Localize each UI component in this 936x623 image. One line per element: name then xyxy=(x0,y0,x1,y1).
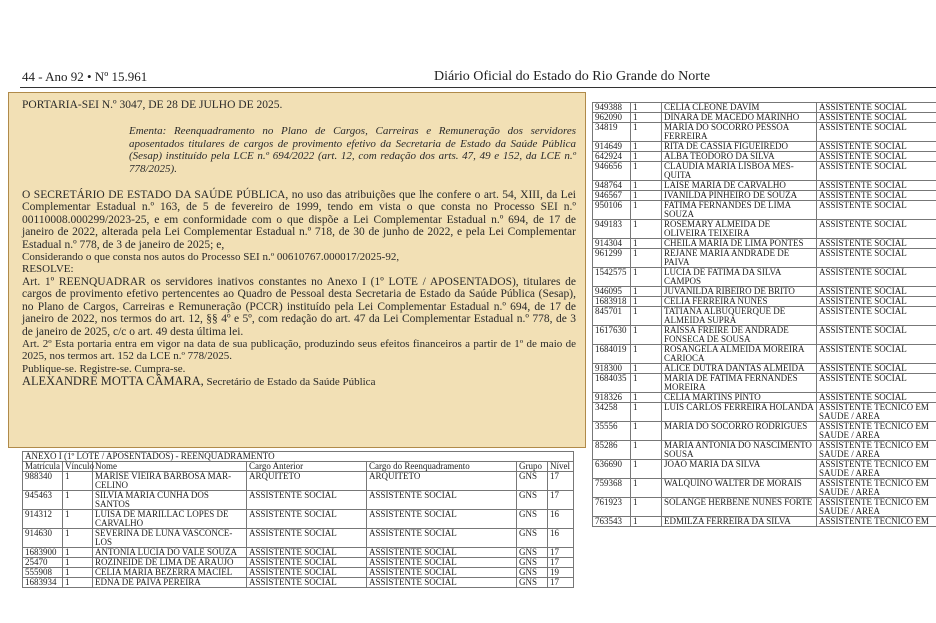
portaria-paragraph: O SECRETÁRIO DE ESTADO DA SAÚDE PÚBLICA, no uso das atribuições que lhe confere o art. 54, XIII, da Lei Complementar Estadual n.º 163, de 5 de fevereiro de 1999, tendo em vista o que consta no Processo SEI n.º 00110008.000299/2023-25, e em conformidade com o que dispõe a Lei Complementar Estadual n.º 694, de 17 de janeiro de 2022, alterada pela Lei Complementar Estadual n.º 718, de 30 de junho de 2022, e pela Lei Complementar Estadual n.º 778, de 3 de janeiro de 2025; e, xyxy=(22,189,576,251)
continuation-row xyxy=(593,393,936,403)
table-cell: 1684019 xyxy=(593,345,631,364)
table-cell: 17 xyxy=(548,548,574,558)
table-cell: 949183 xyxy=(593,220,631,239)
page-header-issue: 44 - Ano 92 • Nº 15.961 xyxy=(22,69,148,84)
table-cell: 1 xyxy=(63,568,93,578)
portaria-body xyxy=(22,189,576,389)
portaria-title: PORTARIA-SEI N.º 3047, DE 28 DE JULHO DE 2025. xyxy=(22,99,283,111)
continuation-row xyxy=(593,422,936,441)
table-cell: GNS xyxy=(517,472,548,491)
table-cell: 946567 xyxy=(593,191,631,201)
table-cell: GNS xyxy=(517,548,548,558)
annex-col-header: Nome xyxy=(93,462,247,472)
table-cell: CELIA MARTINS PINTO xyxy=(662,393,817,403)
table-cell: 914312 xyxy=(23,510,63,529)
annex-row xyxy=(23,529,574,548)
table-cell: CHEILA MARIA DE LIMA PONTES xyxy=(662,239,817,249)
continuation-row xyxy=(593,249,936,268)
table-cell: JUVANILDA RIBEIRO DE BRITO xyxy=(662,287,817,297)
table-cell: 642924 xyxy=(593,152,631,162)
table-cell: 16 xyxy=(548,510,574,529)
table-cell: 1 xyxy=(631,123,662,142)
page-header-title: Diário Oficial do Estado do Rio Grande do Norte xyxy=(434,69,711,84)
table-cell: 1 xyxy=(63,491,93,510)
table-cell: 948764 xyxy=(593,181,631,191)
table-cell: 1 xyxy=(631,162,662,181)
table-cell: 1 xyxy=(631,393,662,403)
table-cell: 1 xyxy=(631,113,662,123)
table-cell: GNS xyxy=(517,568,548,578)
continuation-row xyxy=(593,220,936,239)
table-cell: 85286 xyxy=(593,441,631,460)
table-cell: REJANE MARIA ANDRADE DE PAIVA xyxy=(662,249,817,268)
table-cell: 1 xyxy=(631,498,662,517)
annex-row xyxy=(23,568,574,578)
portaria-paragraph: Art. 2º Esta portaria entra em vigor na data de sua publicação, produzindo seus efeitos financeiros a partir de 1º de maio de 2025, nos termos art. 152 da LCE n.º 778/2025. xyxy=(22,337,576,363)
portaria-paragraph: Art. 1º REENQUADRAR os servidores inativos constantes no Anexo I (1º LOTE / APOSENTADOS), titulares de cargos de provimento efetivo pertencentes ao Quadro de Pessoal desta Secretaria de Estado da Saúde Pública (Sesap), no Plano de Cargos, Carreiras e Remuneração (PCCR) instituído pela Lei Complementar Estadual n.º 694, de 17 de janeiro de 2022, nos termos do art. 12, §§ 4º e 5º, com redação do art. 47 da Lei Complementar Estadual n.º 778, de 3 de janeiro de 2025, c/c o art. 49 desta última lei. xyxy=(22,275,576,338)
table-cell: 950106 xyxy=(593,201,631,220)
table-cell: ALBA TEODORO DA SILVA xyxy=(662,152,817,162)
continuation-row xyxy=(593,460,936,479)
table-cell: 918326 xyxy=(593,393,631,403)
table-cell: WALQUINO WALTER DE MORAIS xyxy=(662,479,817,498)
table-cell: RITA DE CASSIA FIGUEIREDO xyxy=(662,142,817,152)
table-cell: ASSISTENTE TECNICO EM SAUDE / AREA xyxy=(817,403,936,422)
table-cell: ASSISTENTE TECNICO EM xyxy=(817,517,936,527)
table-cell: 962090 xyxy=(593,113,631,123)
table-cell: ASSISTENTE SOCIAL xyxy=(817,162,936,181)
portaria-box xyxy=(8,92,586,448)
table-cell: IVANILDA PINHEIRO DE SOUZA xyxy=(662,191,817,201)
annex-table xyxy=(22,451,574,588)
table-cell: 1 xyxy=(631,287,662,297)
table-cell: ASSISTENTE SOCIAL xyxy=(247,529,367,548)
table-cell: 1617630 xyxy=(593,326,631,345)
continuation-row xyxy=(593,123,936,142)
table-cell: ASSISTENTE SOCIAL xyxy=(817,152,936,162)
table-cell: ROSANGELA ALMEIDA MOREIRA CARIOCA xyxy=(662,345,817,364)
table-cell: 1 xyxy=(631,345,662,364)
table-cell: ASSISTENTE SOCIAL xyxy=(817,142,936,152)
annex-col-header: Vínculo xyxy=(63,462,93,472)
table-cell: ASSISTENTE SOCIAL xyxy=(817,123,936,142)
table-cell: ASSISTENTE SOCIAL xyxy=(817,393,936,403)
annex-row xyxy=(23,548,574,558)
table-cell: 988340 xyxy=(23,472,63,491)
table-cell: CLAUDIA MARIA LISBOA MES-QUITA xyxy=(662,162,817,181)
table-cell: 1 xyxy=(631,201,662,220)
continuation-row xyxy=(593,191,936,201)
table-cell: CELIA FERREIRA NUNES xyxy=(662,297,817,307)
table-cell: LUCIA DE FATIMA DA SILVA CAMPOS xyxy=(662,268,817,287)
table-cell: ROZINEIDE DE LIMA DE ARAUJO xyxy=(93,558,247,568)
table-cell: ASSISTENTE SOCIAL xyxy=(367,491,517,510)
annex-header-row xyxy=(23,462,574,472)
table-cell: 555908 xyxy=(23,568,63,578)
table-cell: 914649 xyxy=(593,142,631,152)
table-cell: 1 xyxy=(631,422,662,441)
table-cell: ASSISTENTE SOCIAL xyxy=(367,529,517,548)
table-cell: SEVERINA DE LUNA VASCONCE-LOS xyxy=(93,529,247,548)
table-cell: LUISA DE MARILLAC LOPES DE CARVALHO xyxy=(93,510,247,529)
table-cell: ASSISTENTE TECNICO EM SAUDE / AREA xyxy=(817,460,936,479)
table-cell: 1542575 xyxy=(593,268,631,287)
table-cell: FATIMA FERNANDES DE LIMA SOUZA xyxy=(662,201,817,220)
table-cell: GNS xyxy=(517,558,548,568)
table-cell: 1 xyxy=(631,181,662,191)
table-cell: 1 xyxy=(631,374,662,393)
continuation-row xyxy=(593,152,936,162)
table-cell: ASSISTENTE SOCIAL xyxy=(367,510,517,529)
table-cell: ASSISTENTE SOCIAL xyxy=(247,558,367,568)
annex-row xyxy=(23,510,574,529)
table-cell: 945463 xyxy=(23,491,63,510)
table-cell: DINARA DE MACEDO MARINHO xyxy=(662,113,817,123)
table-cell: LUIS CARLOS FERREIRA HOLANDA xyxy=(662,403,817,422)
table-cell: MARIA DE FATIMA FERNANDES MOREIRA xyxy=(662,374,817,393)
table-cell: ASSISTENTE SOCIAL xyxy=(247,548,367,558)
table-cell: 1683918 xyxy=(593,297,631,307)
table-cell: 1 xyxy=(63,548,93,558)
table-cell: 17 xyxy=(548,558,574,568)
table-cell: 1 xyxy=(63,558,93,568)
portaria-signature xyxy=(22,375,576,388)
table-cell: 34258 xyxy=(593,403,631,422)
table-cell: EDMILZA FERREIRA DA SILVA xyxy=(662,517,817,527)
table-cell: ASSISTENTE TECNICO EM SAUDE / AREA xyxy=(817,479,936,498)
annex-col-header: Grupo xyxy=(517,462,548,472)
table-cell: 19 xyxy=(548,568,574,578)
table-cell: ASSISTENTE SOCIAL xyxy=(817,307,936,326)
table-cell: ASSISTENTE SOCIAL xyxy=(817,345,936,364)
table-cell: ASSISTENTE SOCIAL xyxy=(817,201,936,220)
annex-title: ANEXO I (1º LOTE / APOSENTADOS) - REENQUADRAMENTO xyxy=(23,452,574,462)
continuation-row xyxy=(593,403,936,422)
table-cell: 1 xyxy=(63,578,93,588)
table-cell: ASSISTENTE SOCIAL xyxy=(817,220,936,239)
table-cell: JOAO MARIA DA SILVA xyxy=(662,460,817,479)
table-cell: ASSISTENTE SOCIAL xyxy=(367,578,517,588)
continuation-table xyxy=(592,102,936,527)
continuation-row xyxy=(593,103,936,113)
continuation-row xyxy=(593,364,936,374)
table-cell: ASSISTENTE SOCIAL xyxy=(367,548,517,558)
table-cell: ASSISTENTE SOCIAL xyxy=(817,113,936,123)
table-cell: 946656 xyxy=(593,162,631,181)
table-cell: ASSISTENTE SOCIAL xyxy=(817,287,936,297)
table-cell: 1 xyxy=(631,517,662,527)
continuation-row xyxy=(593,113,936,123)
continuation-row xyxy=(593,374,936,393)
table-cell: 918300 xyxy=(593,364,631,374)
portaria-paragraph: Publique-se. Registre-se. Cumpra-se. xyxy=(22,362,186,375)
signer-role: Secretário de Estado da Saúde Pública xyxy=(203,376,376,389)
table-cell: 1 xyxy=(631,297,662,307)
table-cell: 1 xyxy=(631,220,662,239)
table-cell: ASSISTENTE SOCIAL xyxy=(817,191,936,201)
table-cell: 763543 xyxy=(593,517,631,527)
table-cell: 25470 xyxy=(23,558,63,568)
table-cell: 1 xyxy=(63,472,93,491)
table-cell: 1683900 xyxy=(23,548,63,558)
table-cell: 1 xyxy=(631,152,662,162)
continuation-row xyxy=(593,239,936,249)
table-cell: ASSISTENTE SOCIAL xyxy=(817,268,936,287)
table-cell: ASSISTENTE SOCIAL xyxy=(817,103,936,113)
table-cell: ALICE DUTRA DANTAS ALMEIDA xyxy=(662,364,817,374)
table-cell: ASSISTENTE SOCIAL xyxy=(247,568,367,578)
portaria-ementa: Ementa: Reenquadramento no Plano de Cargos, Carreiras e Remuneração dos servidores aposentados titulares de cargos de provimento efetivo da Secretaria de Estado da Saúde Pública (Sesap) instituído pela LCE n.º 694/2022 (art. 12, com redação dos arts. 47, 49 e 152, da LCE n.º 778/2025). xyxy=(129,125,576,175)
table-cell: LAISE MARIA DE CARVALHO xyxy=(662,181,817,191)
table-cell: 1 xyxy=(631,364,662,374)
table-cell: 1 xyxy=(63,510,93,529)
table-cell: 1684035 xyxy=(593,374,631,393)
table-cell: 636690 xyxy=(593,460,631,479)
continuation-row xyxy=(593,517,936,527)
continuation-row xyxy=(593,307,936,326)
annex-row xyxy=(23,472,574,491)
table-cell: ASSISTENTE SOCIAL xyxy=(247,491,367,510)
continuation-row xyxy=(593,345,936,364)
table-cell: 1 xyxy=(631,326,662,345)
table-cell: ASSISTENTE TECNICO EM SAUDE / AREA xyxy=(817,441,936,460)
table-cell: ASSISTENTE SOCIAL xyxy=(247,510,367,529)
table-cell: ASSISTENTE SOCIAL xyxy=(817,326,936,345)
table-cell: ASSISTENTE SOCIAL xyxy=(817,181,936,191)
table-cell: ASSISTENTE SOCIAL xyxy=(817,297,936,307)
header-divider xyxy=(20,87,936,88)
table-cell: 1 xyxy=(631,191,662,201)
continuation-row xyxy=(593,181,936,191)
continuation-row xyxy=(593,498,936,517)
table-cell: ASSISTENTE SOCIAL xyxy=(817,239,936,249)
continuation-row xyxy=(593,201,936,220)
table-cell: ASSISTENTE SOCIAL xyxy=(817,374,936,393)
table-cell: ASSISTENTE TECNICO EM SAUDE / AREA xyxy=(817,498,936,517)
annex-col-header: Cargo do Reenquadramento xyxy=(367,462,517,472)
continuation-row xyxy=(593,441,936,460)
table-cell: 17 xyxy=(548,472,574,491)
table-cell: 1 xyxy=(631,249,662,268)
table-cell: MARISE VIEIRA BARBOSA MAR-CELINO xyxy=(93,472,247,491)
table-cell: SILVIA MARIA CUNHA DOS SANTOS xyxy=(93,491,247,510)
table-cell: 759368 xyxy=(593,479,631,498)
table-cell: TATIANA ALBUQUERQUE DE ALMEIDA SUPRA xyxy=(662,307,817,326)
table-cell: GNS xyxy=(517,578,548,588)
annex-row xyxy=(23,558,574,568)
table-cell: GNS xyxy=(517,510,548,529)
continuation-row xyxy=(593,479,936,498)
table-cell: 914304 xyxy=(593,239,631,249)
continuation-row xyxy=(593,287,936,297)
table-cell: 1 xyxy=(631,307,662,326)
table-cell: ASSISTENTE SOCIAL xyxy=(247,578,367,588)
table-cell: 1 xyxy=(631,103,662,113)
table-cell: MARIA DO SOCORRO PESSOA FERREIRA xyxy=(662,123,817,142)
continuation-row xyxy=(593,162,936,181)
table-cell: EDNA DE PAIVA PEREIRA xyxy=(93,578,247,588)
table-cell: 16 xyxy=(548,529,574,548)
table-cell: 946095 xyxy=(593,287,631,297)
table-cell: 17 xyxy=(548,491,574,510)
table-cell: 845701 xyxy=(593,307,631,326)
table-cell: 1683934 xyxy=(23,578,63,588)
annex-col-header: Nível xyxy=(548,462,574,472)
table-cell: 17 xyxy=(548,578,574,588)
table-cell: ASSISTENTE TECNICO EM SAUDE / AREA xyxy=(817,422,936,441)
continuation-row xyxy=(593,326,936,345)
table-cell: 914630 xyxy=(23,529,63,548)
table-cell: ASSISTENTE SOCIAL xyxy=(817,364,936,374)
table-cell: 1 xyxy=(631,403,662,422)
annex-row xyxy=(23,491,574,510)
table-cell: ASSISTENTE SOCIAL xyxy=(817,249,936,268)
portaria-paragraph: Considerando o que consta nos autos do Processo SEI n.º 00610767.000017/2025-92, xyxy=(22,251,400,264)
continuation-row xyxy=(593,142,936,152)
table-cell: 1 xyxy=(631,441,662,460)
table-cell: 1 xyxy=(631,142,662,152)
table-cell: 1 xyxy=(631,479,662,498)
continuation-row xyxy=(593,268,936,287)
signer-name: ALEXANDRE MOTTA CÂMARA, xyxy=(22,374,204,389)
table-cell: 1 xyxy=(63,529,93,548)
table-cell: 949388 xyxy=(593,103,631,113)
table-cell: 1 xyxy=(631,239,662,249)
table-cell: MARIA ANTONIA DO NASCIMENTO SOUSA xyxy=(662,441,817,460)
table-cell: GNS xyxy=(517,529,548,548)
table-cell: CELIA CLEONE DAVIM xyxy=(662,103,817,113)
table-cell: ARQUITETO xyxy=(247,472,367,491)
table-cell: ANTONIA LUCIA DO VALE SOUZA xyxy=(93,548,247,558)
portaria-paragraph: RESOLVE: xyxy=(22,263,74,276)
table-cell: 1 xyxy=(631,460,662,479)
table-cell: 35556 xyxy=(593,422,631,441)
table-cell: 961299 xyxy=(593,249,631,268)
table-cell: CELIA MARIA BEZERRA MACIEL xyxy=(93,568,247,578)
table-cell: GNS xyxy=(517,491,548,510)
table-cell: ASSISTENTE SOCIAL xyxy=(367,568,517,578)
annex-col-header: Matrícula xyxy=(23,462,63,472)
table-cell: ARQUITETO xyxy=(367,472,517,491)
continuation-row xyxy=(593,297,936,307)
table-cell: 1 xyxy=(631,268,662,287)
table-cell: RAISSA FREIRE DE ANDRADE FONSECA DE SOUSA xyxy=(662,326,817,345)
table-cell: MARIA DO SOCORRO RODRIGUES xyxy=(662,422,817,441)
table-cell: 34819 xyxy=(593,123,631,142)
annex-row xyxy=(23,578,574,588)
annex-col-header: Cargo Anterior xyxy=(247,462,367,472)
table-cell: ASSISTENTE SOCIAL xyxy=(367,558,517,568)
table-cell: 761923 xyxy=(593,498,631,517)
table-cell: ROSEMARY ALMEIDA DE OLIVEIRA TEIXEIRA xyxy=(662,220,817,239)
table-cell: SOLANGE HERBENE NUNES FORTE xyxy=(662,498,817,517)
